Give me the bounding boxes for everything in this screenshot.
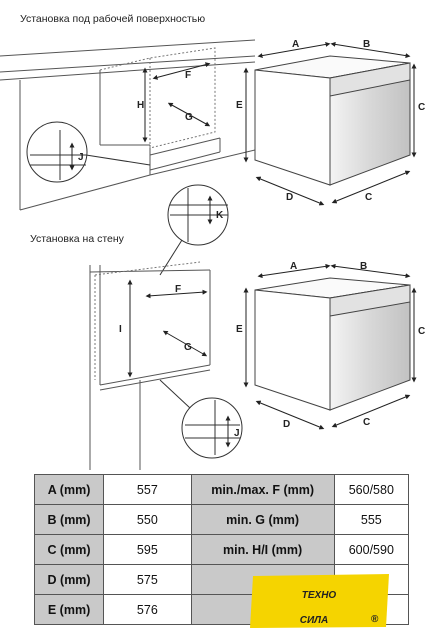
dimension-label-e-lower: E (236, 324, 243, 335)
under-counter-title: Установка под рабочей поверхностью (20, 13, 206, 25)
dimension-label-i: I (119, 324, 122, 335)
dimension-label-g-lower: G (184, 342, 192, 353)
dimension-label-b-upper: B (363, 39, 371, 50)
dimension-label-c-lower-right: C (418, 326, 426, 337)
table-row-value: 555 (334, 505, 408, 535)
table-row-value: 575 (104, 565, 191, 595)
dimension-label-j-upper: J (78, 152, 84, 163)
table-row-value: 557 (104, 475, 191, 505)
dimension-label-a-lower: A (290, 261, 298, 272)
detail-callout-j-lower (160, 380, 242, 458)
table-row-value: 576 (104, 595, 191, 625)
dimension-label-j-lower: J (234, 428, 240, 439)
under-counter-dimension-arrows (145, 64, 208, 140)
table-row-label: C (mm) (35, 535, 104, 565)
dimension-label-c-upper-bottom: C (365, 192, 373, 203)
tehnosila-logo (247, 572, 392, 629)
wall-dimension-arrows (130, 282, 205, 375)
dimension-label-d-upper: D (286, 192, 294, 203)
table-row-label: min. H/I (mm) (191, 535, 334, 565)
wall-niche (95, 262, 200, 380)
dimension-label-c-upper-right: C (418, 102, 426, 113)
dimension-label-f-upper: F (185, 70, 192, 81)
table-row-label: D (mm) (35, 565, 104, 595)
table-row-label: A (mm) (35, 475, 104, 505)
table-row-label: E (mm) (35, 595, 104, 625)
oven-lower (255, 278, 410, 410)
table-row-value: 600/590 (334, 535, 408, 565)
detail-callout-k (160, 185, 228, 275)
oven-upper (255, 56, 410, 185)
under-counter-niche (100, 48, 215, 148)
dimension-label-k: K (216, 210, 224, 221)
table-row (35, 535, 409, 565)
dimension-label-e-upper: E (236, 100, 243, 111)
table-row-label: min. G (mm) (191, 505, 334, 535)
table-row-value: 560/580 (334, 475, 408, 505)
dimension-label-h-upper: H (137, 100, 145, 111)
table-row-label: min./max. F (mm) (191, 475, 334, 505)
logo-line1: ТЕХНО (301, 590, 337, 601)
wall-install-title: Установка на стену (30, 233, 124, 245)
detail-callout-j-upper (27, 122, 150, 182)
dimension-label-c-lower-bottom: C (363, 417, 371, 428)
dimension-label-d-lower: D (283, 419, 291, 430)
logo-line2: СИЛА (299, 615, 329, 626)
under-counter-cabinet (0, 40, 255, 210)
table-row-value: 550 (104, 505, 191, 535)
dimension-label-b-lower: B (360, 261, 368, 272)
dimension-label-a-upper: A (292, 39, 300, 50)
dimension-label-f-lower: F (175, 284, 182, 295)
dimension-label-g-upper: G (185, 112, 193, 123)
table-row-label: B (mm) (35, 505, 104, 535)
logo-registered-mark: ® (371, 614, 379, 625)
table-row-value: 595 (104, 535, 191, 565)
table-row (35, 505, 409, 535)
table-row (35, 475, 409, 505)
